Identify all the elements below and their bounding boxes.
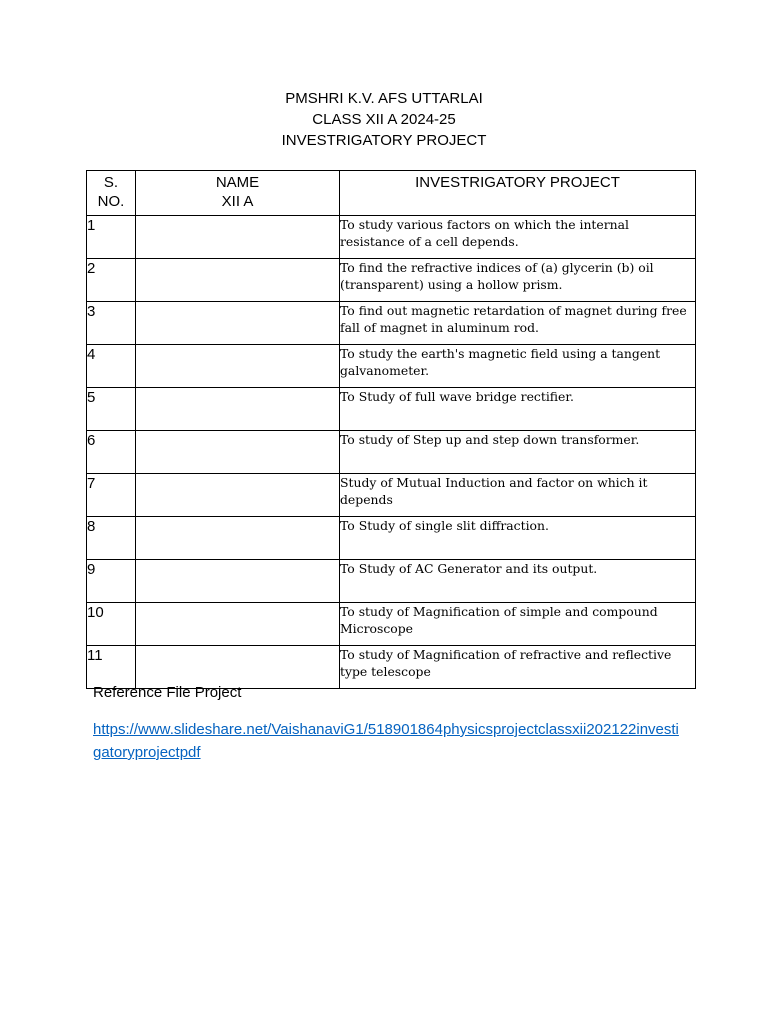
name-cell — [136, 474, 340, 517]
table-row — [87, 216, 696, 259]
document-header — [0, 88, 768, 151]
sno-header-line2: NO. — [97, 193, 125, 210]
project-cell: To study of Magnification of simple and compound Microscope — [340, 603, 696, 646]
sno-cell: 7 — [87, 474, 136, 517]
reference-link[interactable]: https://www.slideshare.net/VaishanaviG1/518901864physicsprojectclassxii202122investigatoryprojectpdf — [93, 721, 679, 761]
table-row — [87, 603, 696, 646]
reference-label: Reference File Project — [93, 684, 242, 701]
name-cell — [136, 560, 340, 603]
sno-cell: 11 — [87, 646, 136, 689]
project-cell: Study of Mutual Induction and factor on which it depends — [340, 474, 696, 517]
sno-cell: 4 — [87, 345, 136, 388]
name-cell — [136, 345, 340, 388]
name-header — [136, 171, 340, 216]
name-header-line1: NAME — [215, 174, 260, 191]
table-row — [87, 259, 696, 302]
name-cell — [136, 603, 340, 646]
sno-cell: 1 — [87, 216, 136, 259]
table-row — [87, 302, 696, 345]
table-header-row — [87, 171, 696, 216]
project-cell: To Study of full wave bridge rectifier. — [340, 388, 696, 431]
name-cell — [136, 517, 340, 560]
table-row — [87, 388, 696, 431]
school-name: PMSHRI K.V. AFS UTTARLAI — [285, 90, 483, 107]
document-title: INVESTRIGATORY PROJECT — [281, 132, 487, 149]
name-cell — [136, 388, 340, 431]
sno-header — [87, 171, 136, 216]
table-row — [87, 474, 696, 517]
table-row — [87, 431, 696, 474]
project-cell: To find out magnetic retardation of magnet during free fall of magnet in aluminum rod. — [340, 302, 696, 345]
name-cell — [136, 431, 340, 474]
sno-cell: 8 — [87, 517, 136, 560]
sno-header-line1: S. — [103, 174, 119, 191]
name-header-line2: XII A — [221, 193, 254, 210]
project-cell: To study of Magnification of refractive and reflective type telescope — [340, 646, 696, 689]
table-row — [87, 560, 696, 603]
project-cell: To Study of AC Generator and its output. — [340, 560, 696, 603]
project-cell: To study various factors on which the internal resistance of a cell depends. — [340, 216, 696, 259]
class-line: CLASS XII A 2024-25 — [312, 111, 456, 128]
name-cell — [136, 259, 340, 302]
project-cell: To Study of single slit diffraction. — [340, 517, 696, 560]
project-cell: To study the earth's magnetic field using a tangent galvanometer. — [340, 345, 696, 388]
sno-cell: 10 — [87, 603, 136, 646]
sno-cell: 5 — [87, 388, 136, 431]
name-cell — [136, 216, 340, 259]
name-cell — [136, 302, 340, 345]
table-row — [87, 345, 696, 388]
sno-cell: 6 — [87, 431, 136, 474]
project-cell: To find the refractive indices of (a) glycerin (b) oil (transparent) using a hollow prism. — [340, 259, 696, 302]
sno-cell: 2 — [87, 259, 136, 302]
table-row — [87, 517, 696, 560]
project-cell: To study of Step up and step down transformer. — [340, 431, 696, 474]
sno-cell: 3 — [87, 302, 136, 345]
project-header — [340, 171, 696, 216]
sno-cell: 9 — [87, 560, 136, 603]
project-table — [86, 170, 696, 689]
project-header-label: INVESTRIGATORY PROJECT — [415, 174, 620, 191]
